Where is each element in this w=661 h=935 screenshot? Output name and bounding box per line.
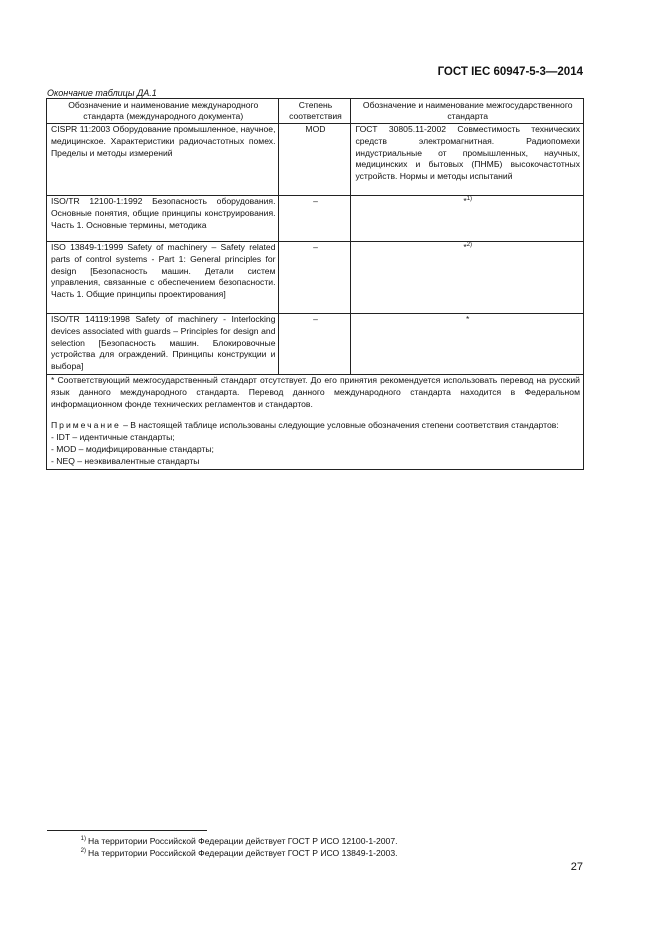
star-footnote: * Соответствующий межгосударственный стандарт отсутствует. До его принятия рекомендуется использовать перевод на русский язык данного международного стандарта. Перевод данного международного стандарта находится в Федеральном информационном фонде технических регламентов и стандартов. [51, 374, 580, 409]
degree-cell: – [279, 314, 351, 375]
footnote-separator [47, 830, 207, 831]
degree-cell: – [279, 242, 351, 314]
international-standard-cell: ISO/TR 12100-1:1992 Безопасность оборудования. Основные понятия, общие принципы конструирования. Часть 1. Основные термины, методика [47, 196, 279, 242]
table-row [47, 242, 584, 314]
international-standard-cell: CISPR 11:2003 Оборудование промышленное, научное, медицинское. Характеристики радиочастотных помех. Пределы и методы измерений [47, 124, 279, 196]
note-item: - MOD – модифицированные стандарты; [51, 443, 214, 454]
interstate-standard-cell [351, 196, 584, 242]
footnote-ref: 1) [466, 196, 473, 203]
interstate-standard-cell [351, 242, 584, 314]
table-row [47, 196, 584, 242]
header-degree-of-conformity: Степень соответствия [279, 99, 351, 124]
note-text: – В настоящей таблице использованы следующие условные обозначения степени соответствия стандартов: [120, 420, 559, 431]
table-notes-cell [47, 374, 584, 469]
table-header-row [47, 99, 584, 124]
interstate-standard-cell: ГОСТ 30805.11-2002 Совместимость технических средств электромагнитная. Радиопомехи индустриальные от промышленных, научных, медицинских и бытовых (ПНМБ) высокочастотных устройств. Нормы и методы испытаний [351, 124, 584, 196]
interstate-standard-cell: * [351, 314, 584, 375]
footnote-text: На территории Российской Федерации действует ГОСТ Р ИСО 12100-1-2007. [88, 836, 398, 846]
international-standard-cell: ISO/TR 14119:1998 Safety of machinery - Interlocking devices associated with guards – Principles for design and selection [Безопасность машин. Блокировочные устройства для ограждений. Принципы конструкции и выбора] [47, 314, 279, 375]
table-caption: Окончание таблицы ДА.1 [47, 88, 157, 98]
table-notes-row [47, 374, 584, 469]
header-international-standard: Обозначение и наименование международного стандарта (международного документа) [47, 99, 279, 124]
international-standard-cell: ISO 13849-1:1999 Safety of machinery – Safety related parts of control systems - Part 1: General principles for design [Безопасность машин. Детали систем управления, связанные с обеспечением безопасности. Часть 1. Общие принципы проектирования] [47, 242, 279, 314]
missing-standard-mark: * [463, 242, 467, 252]
note-paragraph [51, 420, 580, 432]
page-number: 27 [570, 861, 583, 873]
standard-code-header: ГОСТ IEC 60947-5-3—2014 [437, 66, 583, 78]
note-item: - IDT – идентичные стандарты; [51, 432, 175, 443]
page-footnote: 1) На территории Российской Федерации действует ГОСТ Р ИСО 12100-1-2007. [80, 836, 398, 846]
table-row [47, 124, 584, 196]
note-label: Примечание [51, 420, 121, 431]
correspondence-table [46, 98, 584, 470]
header-interstate-standard: Обозначение и наименование межгосударственного стандарта [351, 99, 584, 124]
note-item: - NEQ – неэквивалентные стандарты [51, 455, 200, 466]
degree-cell: – [279, 196, 351, 242]
missing-standard-mark: * [463, 196, 467, 206]
table-row [47, 314, 584, 375]
degree-cell: MOD [279, 124, 351, 196]
footnote-ref: 2) [466, 242, 473, 249]
footnote-text: На территории Российской Федерации действует ГОСТ Р ИСО 13849-1-2003. [88, 848, 398, 858]
page-footnote: 2) На территории Российской Федерации действует ГОСТ Р ИСО 13849-1-2003. [80, 848, 398, 858]
